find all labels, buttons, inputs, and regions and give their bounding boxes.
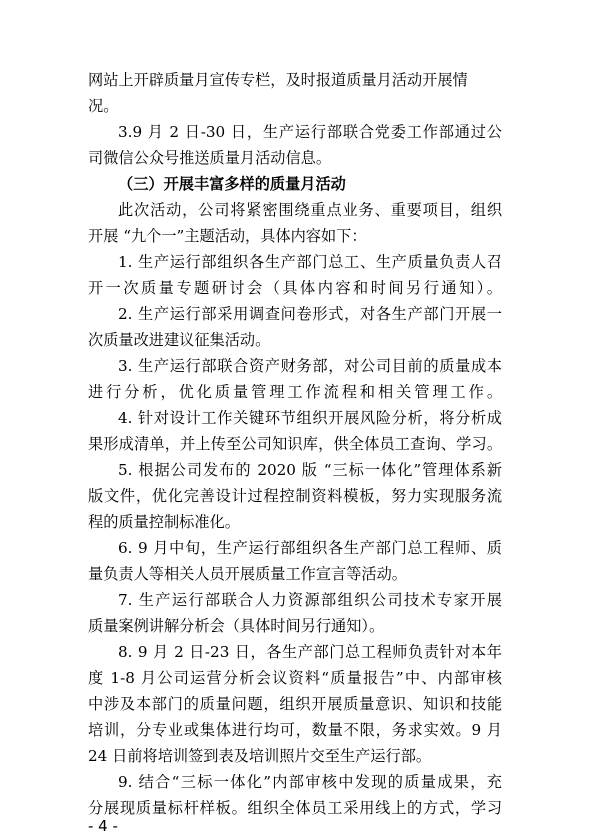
- body-line: 1. 生产运行部组织各生产部门总工、生产质量负责人召: [118, 253, 502, 271]
- body-line: 程的质量控制标准化。: [88, 513, 240, 531]
- body-line: 培训，分专业或集体进行均可，数量不限，务求实效。9 月: [88, 721, 502, 739]
- body-line: 次质量改进建议征集活动。: [88, 331, 271, 349]
- section-heading: （三）开展丰富多样的质量月活动: [118, 175, 346, 193]
- body-line: 分展现质量标杆样板。组织全体员工采用线上的方式，学习: [88, 799, 502, 817]
- body-line: 此次活动，公司将紧密围绕重点业务、重要项目，组织: [118, 201, 502, 219]
- body-line: 3.9 月 2 日-30 日，生产运行部联合党委工作部通过公: [118, 123, 502, 141]
- body-line: 中涉及本部门的质量问题，组织开展质量意识、知识和技能: [88, 695, 502, 713]
- body-line: 度 1-8 月公司运营分析会议资料“质量报告”中、内部审核: [88, 669, 502, 687]
- body-line: 开展 “九个一”主题活动，具体内容如下：: [88, 227, 367, 245]
- body-line: 24 日前将培训签到表及培训照片交至生产运行部。: [88, 747, 432, 765]
- body-line: 7. 生产运行部联合人力资源部组织公司技术专家开展: [118, 591, 502, 609]
- body-line: 版文件，优化完善设计过程控制资料模板，努力实现服务流: [88, 487, 502, 505]
- body-line: 进行分析，优化质量管理工作流程和相关管理工作。: [88, 383, 502, 401]
- body-line: 网站上开辟质量月宣传专栏，及时报道质量月活动开展情: [88, 71, 468, 89]
- body-line: 司微信公众号推送质量月活动信息。: [88, 149, 331, 167]
- body-line: 5. 根据公司发布的 2020 版 “三标一体化”管理体系新: [118, 461, 502, 479]
- body-line: 况。: [88, 97, 119, 115]
- body-line: 9. 结合“三标一体化”内部审核中发现的质量成果，充: [118, 773, 502, 791]
- body-line: 开一次质量专题研讨会（具体内容和时间另行通知）。: [88, 279, 502, 297]
- body-line: 8. 9 月 2 日-23 日，各生产部门总工程师负责针对本年: [118, 643, 502, 661]
- body-line: 2. 生产运行部采用调查问卷形式，对各生产部门开展一: [118, 305, 502, 323]
- body-line: 质量案例讲解分析会（具体时间另行通知）。: [88, 617, 385, 635]
- body-line: 3. 生产运行部联合资产财务部，对公司目前的质量成本: [118, 357, 502, 375]
- body-line: 量负责人等相关人员开展质量工作宣言等活动。: [88, 565, 407, 583]
- body-line: 4. 针对设计工作关键环节组织开展风险分析，将分析成: [118, 409, 502, 427]
- page-number: - 4 -: [88, 817, 118, 835]
- body-line: 6. 9 月中旬，生产运行部组织各生产部门总工程师、质: [118, 539, 502, 557]
- body-line: 果形成清单，并上传至公司知识库，供全体员工查询、学习。: [88, 435, 502, 453]
